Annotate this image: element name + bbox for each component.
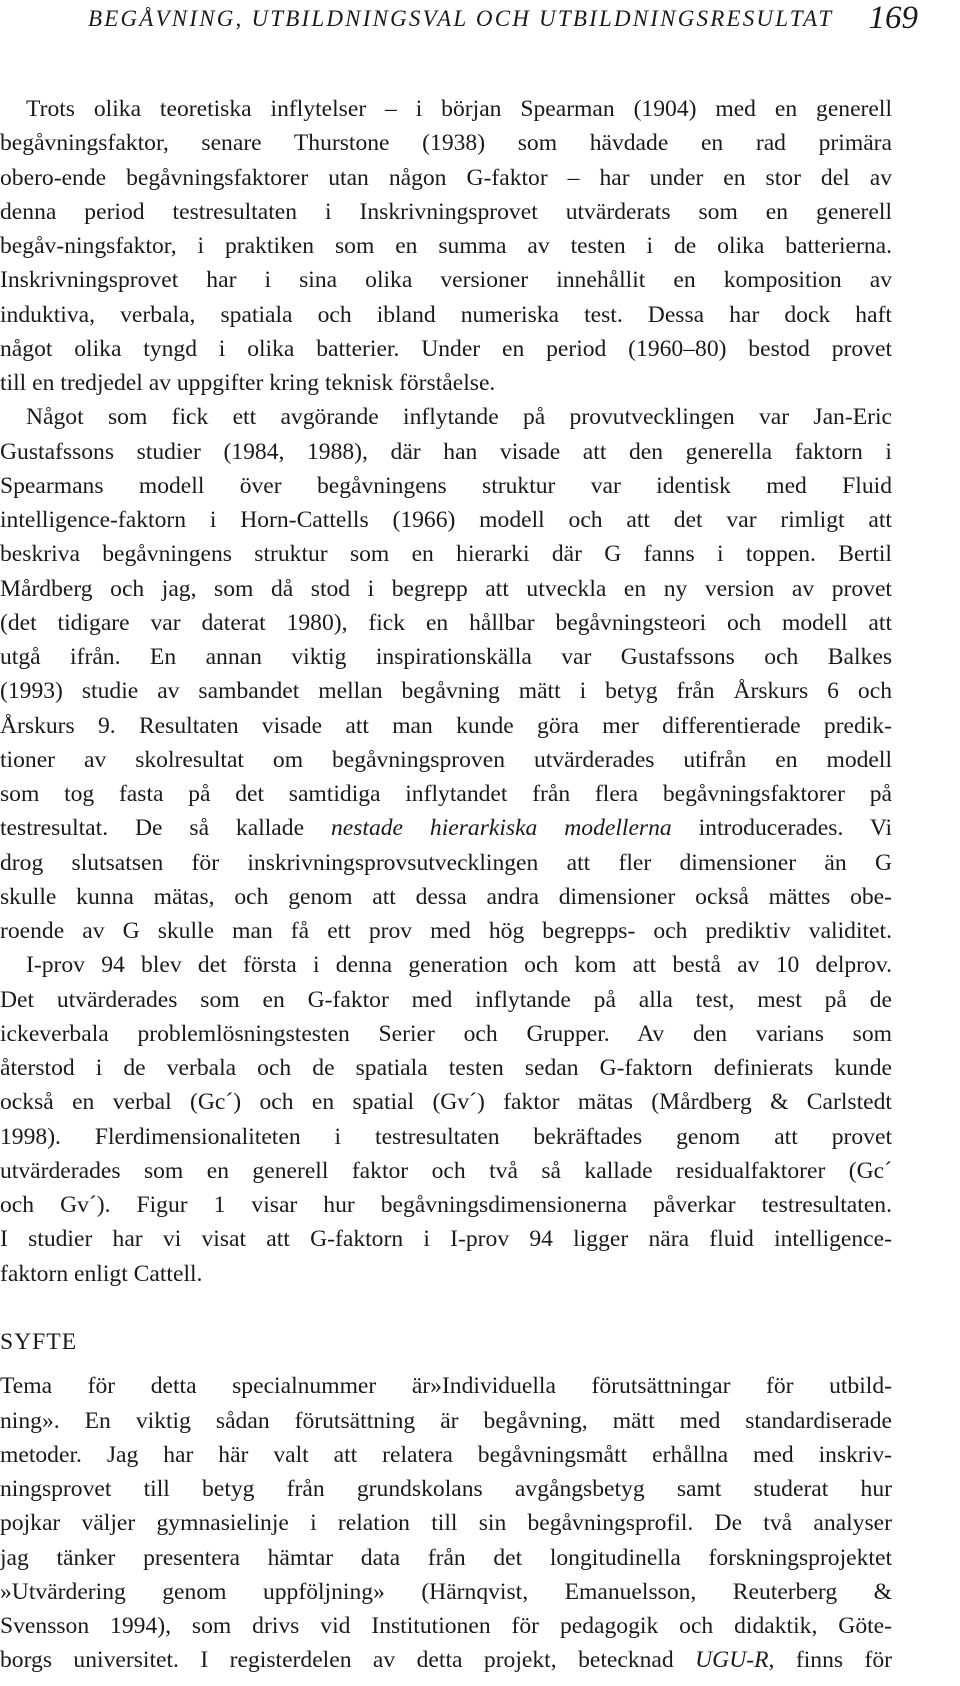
text-line: (1993) studie av sambandet mellan begåvning mätt i betyg från Årskurs 6 och xyxy=(0,678,892,705)
text-line: induktiva, verbala, spatiala och ibland numeriska test. Dessa har dock haft xyxy=(0,301,892,328)
text-line: tioner av skolresultat om begåvningsproven utvärderades utifrån en modell xyxy=(0,746,892,773)
text-line: I-prov 94 blev det första i denna generation och kom att bestå av 10 delprov. xyxy=(26,952,892,979)
text-line: faktorn enligt Cattell. xyxy=(0,1260,203,1287)
text-line: Svensson 1994), som drivs vid Institutionen för pedagogik och didaktik, Göte- xyxy=(0,1613,892,1639)
main-paragraphs xyxy=(0,92,892,1291)
text-line: 1998). Flerdimensionaliteten i testresultaten bekräftades genom att provet xyxy=(0,1123,892,1150)
text-line: Gustafssons studier (1984, 1988), där han visade att den generella faktorn i xyxy=(0,438,892,465)
text-line: Något som fick ett avgörande inflytande på provutvecklingen var Jan-Eric xyxy=(26,404,892,431)
section-heading: SYFTE xyxy=(0,1329,78,1355)
italic-phrase: UGU-R xyxy=(695,1647,769,1674)
running-head xyxy=(88,0,918,40)
text-line: obero-ende begåvningsfaktorer utan någon G-faktor – har under en stor del av xyxy=(0,164,892,191)
text-line: roende av G skulle man få ett prov med hög begrepps- och prediktiv validitet. xyxy=(0,918,892,944)
text-line: ningsprovet till betyg från grundskolans avgångsbetyg samt studerat hur xyxy=(0,1476,892,1502)
text-line: som tog fasta på det samtidiga inflytandet från flera begåvningsfaktorer på xyxy=(0,781,892,807)
text-line: intelligence-faktorn i Horn-Cattells (1966) modell och att det var rimligt att xyxy=(0,507,892,533)
text-line: till en tredjedel av uppgifter kring teknisk förståelse. xyxy=(0,370,496,396)
text-line: utgå ifrån. En annan viktig inspirationskälla var Gustafssons och Balkes xyxy=(0,644,892,670)
running-head-title: BEGÅVNING, UTBILDNINGSVAL OCH UTBILDNINGSRESULTAT xyxy=(88,6,834,31)
text-line: metoder. Jag har här valt att relatera begåvningsmått erhållna med inskriv- xyxy=(0,1441,892,1468)
syfte-paragraph xyxy=(0,1369,892,1677)
text-line: Årskurs 9. Resultaten visade att man kunde göra mer differentierade predik- xyxy=(0,712,892,739)
text-line: beskriva begåvningens struktur som en hierarki där G fanns i toppen. Bertil xyxy=(0,541,892,568)
text-line: begåvningsfaktor, senare Thurstone (1938) som hävdade en rad primära xyxy=(0,130,892,157)
text-line: Trots olika teoretiska inflytelser – i början Spearman (1904) med en generell xyxy=(26,96,892,122)
text-line: Tema för detta specialnummer är»Individuella förutsättningar för utbild- xyxy=(0,1373,892,1400)
text-line: ickeverbala problemlösningstesten Serier och Grupper. Av den varians som xyxy=(0,1020,892,1047)
text-line: och Gv´). Figur 1 visar hur begåvningsdimensionerna påverkar testresultaten. xyxy=(0,1192,892,1218)
text-line: denna period testresultaten i Inskrivningsprovet utvärderats som en generell xyxy=(0,198,892,225)
text-line: (det tidigare var daterat 1980), fick en hållbar begåvningsteori och modell att xyxy=(0,609,892,636)
text-line: Mårdberg och jag, som då stod i begrepp att utveckla en ny version av provet xyxy=(0,575,892,602)
text-line: borgs universitet. I registerdelen av detta projekt, betecknad UGU-R, finns för xyxy=(0,1647,892,1674)
text-line: pojkar väljer gymnasielinje i relation till sin begåvningsprofil. De två analyser xyxy=(0,1510,892,1537)
text-line: också en verbal (Gc´) och en spatial (Gv´) faktor mätas (Mårdberg & Carlstedt xyxy=(0,1089,892,1116)
text-line: Det utvärderades som en G-faktor med inflytande på alla test, mest på de xyxy=(0,986,892,1013)
italic-phrase: nestade hierarkiska modellerna xyxy=(330,815,672,842)
text-line: Inskrivningsprovet har i sina olika versioner innehållit en komposition av xyxy=(0,267,892,294)
text-line: begåv-ningsfaktor, i praktiken som en summa av testen i de olika batterierna. xyxy=(0,233,892,259)
text-line: I studier har vi visat att G-faktorn i I-prov 94 ligger nära fluid intelligence- xyxy=(0,1226,892,1253)
text-line: återstod i de verbala och de spatiala testen sedan G-faktorn definierats kunde xyxy=(0,1055,892,1081)
text-line: skulle kunna mätas, och genom att dessa andra dimensioner också mättes obe- xyxy=(0,883,892,910)
text-line: jag tänker presentera hämtar data från det longitudinella forskningsprojektet xyxy=(0,1544,892,1571)
page-number: 169 xyxy=(868,0,918,36)
heading-spacer xyxy=(0,1359,892,1369)
text-line: något olika tyngd i olika batterier. Under en period (1960–80) bestod provet xyxy=(0,335,892,362)
text-line: »Utvärdering genom uppföljning» (Härnqvist, Emanuelsson, Reuterberg & xyxy=(0,1578,892,1605)
text-line: drog slutsatsen för inskrivningsprovsutvecklingen att fler dimensioner än G xyxy=(0,849,892,876)
text-line: Spearmans modell över begåvningens struktur var identisk med Fluid xyxy=(0,472,892,499)
text-line: testresultat. De så kallade nestade hierarkiska modellerna introducerades. Vi xyxy=(0,815,892,842)
text-line: ning». En viktig sådan förutsättning är begåvning, mätt med standardiserade xyxy=(0,1407,892,1434)
section-spacer xyxy=(0,1291,892,1325)
text-line: utvärderades som en generell faktor och två så kallade residualfaktorer (Gc´ xyxy=(0,1157,892,1184)
body-text xyxy=(0,92,892,1678)
